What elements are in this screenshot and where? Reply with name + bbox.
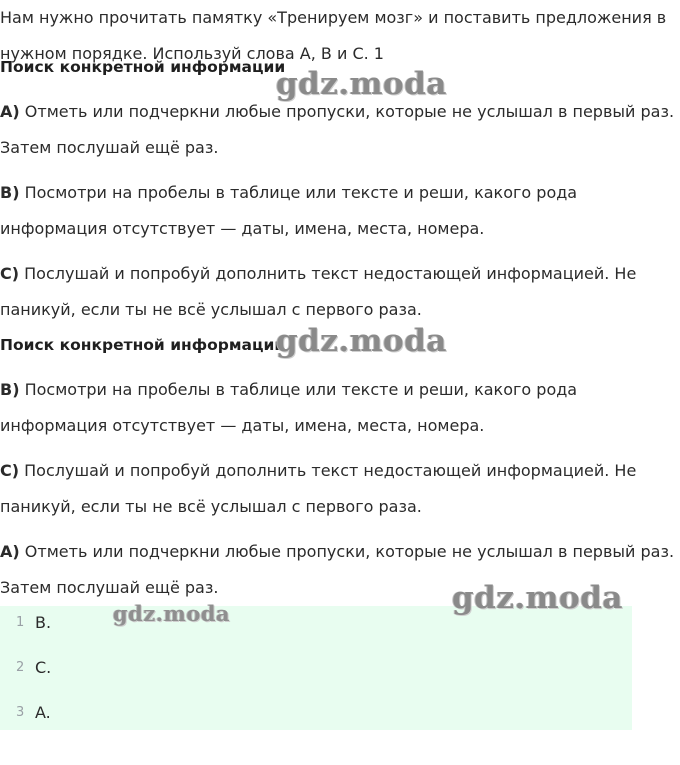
section-1-item-b-line-1	[0, 183, 577, 203]
watermark-logo: gdz.moda	[113, 601, 231, 626]
item-letter: C)	[0, 461, 20, 480]
section-2-heading: Поиск конкретной информации	[0, 336, 286, 354]
section-2-item-a-line-2: Затем послушай ещё раз.	[0, 578, 219, 597]
item-text: Отметь или подчеркни любые пропуски, которые не услышал в первый раз.	[19, 542, 675, 561]
watermark-logo: gdz.moda	[276, 66, 447, 102]
item-letter: B)	[0, 380, 20, 399]
section-1-item-c-line-2: паникуй, если ты не всё услышал с первого раза.	[0, 300, 422, 319]
section-1-item-c-line-1	[0, 264, 636, 284]
intro-text	[0, 0, 667, 63]
answer-text: B.	[35, 613, 52, 632]
answer-number: 1	[16, 615, 25, 630]
section-2-item-a-line-1	[0, 542, 674, 562]
item-text: Посмотри на пробелы в таблице или тексте и реши, какого рода	[19, 183, 578, 202]
section-1-item-a-line-2: Затем послушай ещё раз.	[0, 138, 219, 157]
item-letter: A)	[0, 542, 20, 561]
section-2-item-c-line-2: паникуй, если ты не всё услышал с первого раза.	[0, 497, 422, 516]
item-text: Послушай и попробуй дополнить текст недостающей информацией. Не	[19, 461, 637, 480]
section-2-item-c-line-1	[0, 461, 636, 481]
section-1-item-a-line-1	[0, 102, 674, 122]
item-text: Послушай и попробуй дополнить текст недостающей информацией. Не	[19, 264, 637, 283]
watermark-logo: gdz.moda	[452, 580, 623, 616]
answer-number: 2	[16, 660, 25, 675]
answer-text: C.	[35, 658, 52, 677]
item-text: Посмотри на пробелы в таблице или тексте и реши, какого рода	[19, 380, 578, 399]
item-letter: B)	[0, 183, 20, 202]
item-letter: C)	[0, 264, 20, 283]
answer-number: 3	[16, 705, 25, 720]
item-letter: A)	[0, 102, 20, 121]
section-2-item-b-line-2: информация отсутствует — даты, имена, места, номера.	[0, 416, 485, 435]
section-2-item-b-line-1	[0, 380, 577, 400]
answer-block	[0, 606, 632, 730]
intro-line-2: нужном порядке. Используй слова A, B и C. 1	[0, 44, 384, 63]
answer-text: A.	[35, 703, 51, 722]
item-text: Отметь или подчеркни любые пропуски, которые не услышал в первый раз.	[19, 102, 675, 121]
intro-line-1: Нам нужно прочитать памятку «Тренируем мозг» и поставить предложения в	[0, 8, 667, 27]
section-1-item-b-line-2: информация отсутствует — даты, имена, места, номера.	[0, 219, 485, 238]
section-1-heading: Поиск конкретной информации	[0, 58, 286, 76]
watermark-logo: gdz.moda	[276, 323, 447, 359]
